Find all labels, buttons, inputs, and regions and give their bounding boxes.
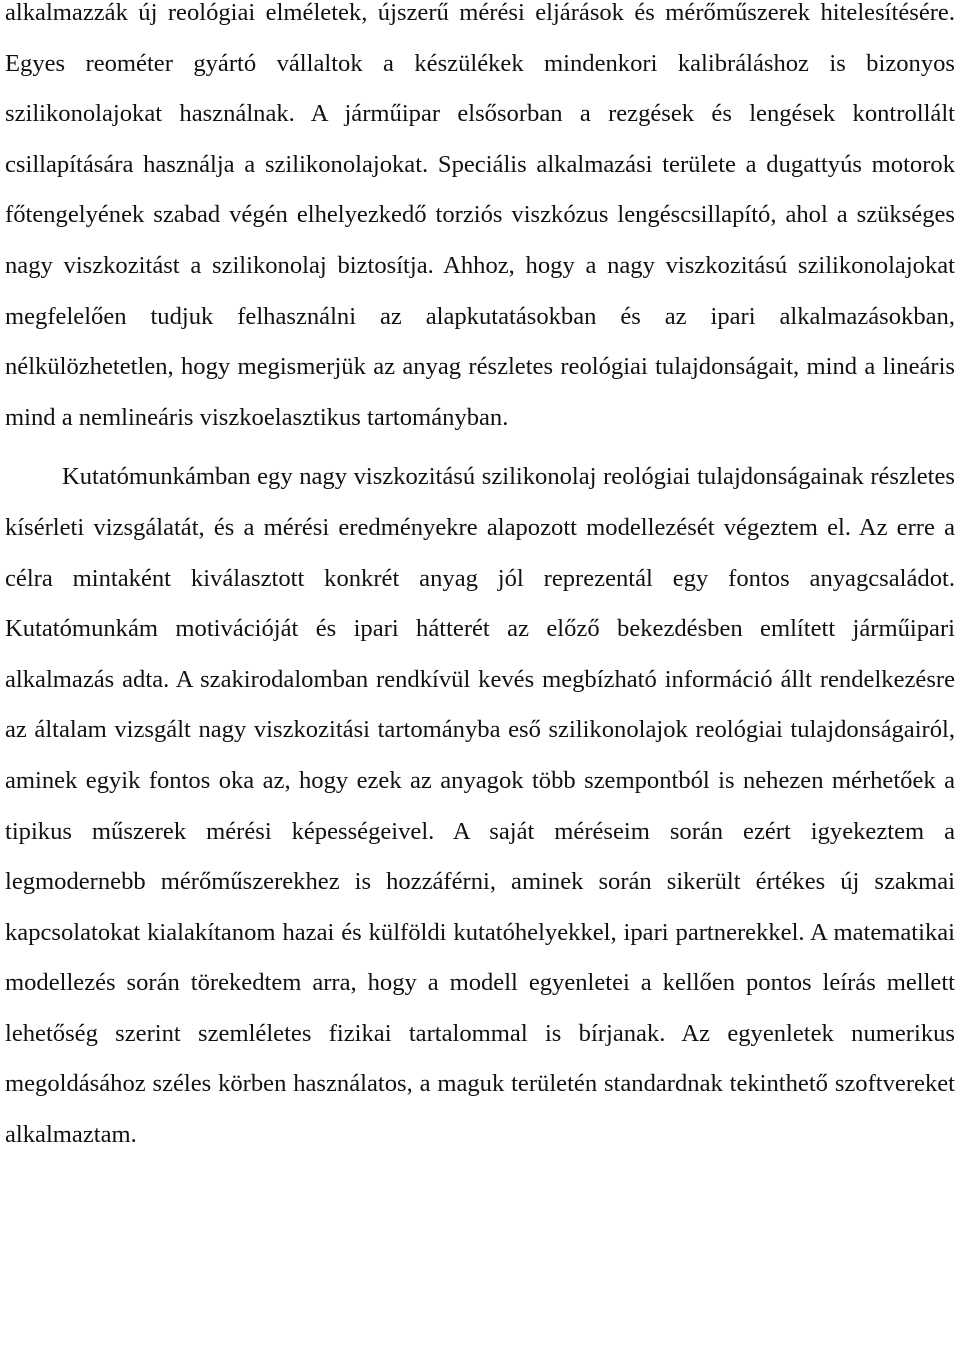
paragraph-rheology-applications: alkalmazzák új reológiai elméletek, újszerű mérési eljárások és mérőműszerek hitelesítésére. Egyes reométer gyártó vállaltok a készülékek mindenkori kalibráláshoz is bizonyos szilikonolajokat használnak. A járműipar elsősorban a rezgések és lengések kontrollált csillapítására használja a szilikonolajokat. Speciális alkalmazási területe a dugattyús motorok főtengelyének szabad végén elhelyezkedő torziós viszkózus lengéscsillapító, ahol a szükséges nagy viszkozitást a szilikonolaj biztosítja. Ahhoz, hogy a nagy viszkozitású szilikonolajokat megfelelően tudjuk felhasználni az alapkutatásokban és az ipari alkalmazásokban, nélkülözhetetlen, hogy megismerjük az anyag részletes reológiai tulajdonságait, mind a lineáris mind a nemlineáris viszkoelasztikus tartományban. <box>5 0 955 431</box>
paragraph-research-summary: Kutatómunkámban egy nagy viszkozitású szilikonolaj reológiai tulajdonságainak részletes kísérleti vizsgálatát, és a mérési eredményekre alapozott modellezését végeztem el. Az erre a célra mintaként kiválasztott konkrét anyag jól reprezentál egy fontos anyagcsaládot. Kutatómunkám motivációját és ipari hátterét az előző bekezdésben említett járműipari alkalmazás adta. A szakirodalomban rendkívül kevés megbízható információ állt rendelkezésre az általam vizsgált nagy viszkozitási tartományba eső szilikonolajok reológiai tulajdonságairól, aminek egyik fontos oka az, hogy ezek az anyagok több szempontból is nehezen mérhetőek a tipikus műszerek mérési képességeivel. A saját méréseim során ezért igyekeztem a legmodernebb mérőműszerekhez is hozzáférni, aminek során sikerült értékes új szakmai kapcsolatokat kialakítanom hazai és külföldi kutatóhelyekkel, ipari partnerekkel. A matematikai modellezés során törekedtem arra, hogy a modell egyenletei a kellően pontos leírás mellett lehetőség szerint szemléletes fizikai tartalommal is bírjanak. Az egyenletek numerikus megoldásához széles körben használatos, a maguk területén standardnak tekinthető szoftvereket alkalmaztam. <box>5 463 955 1149</box>
document-page <box>5 0 955 1161</box>
